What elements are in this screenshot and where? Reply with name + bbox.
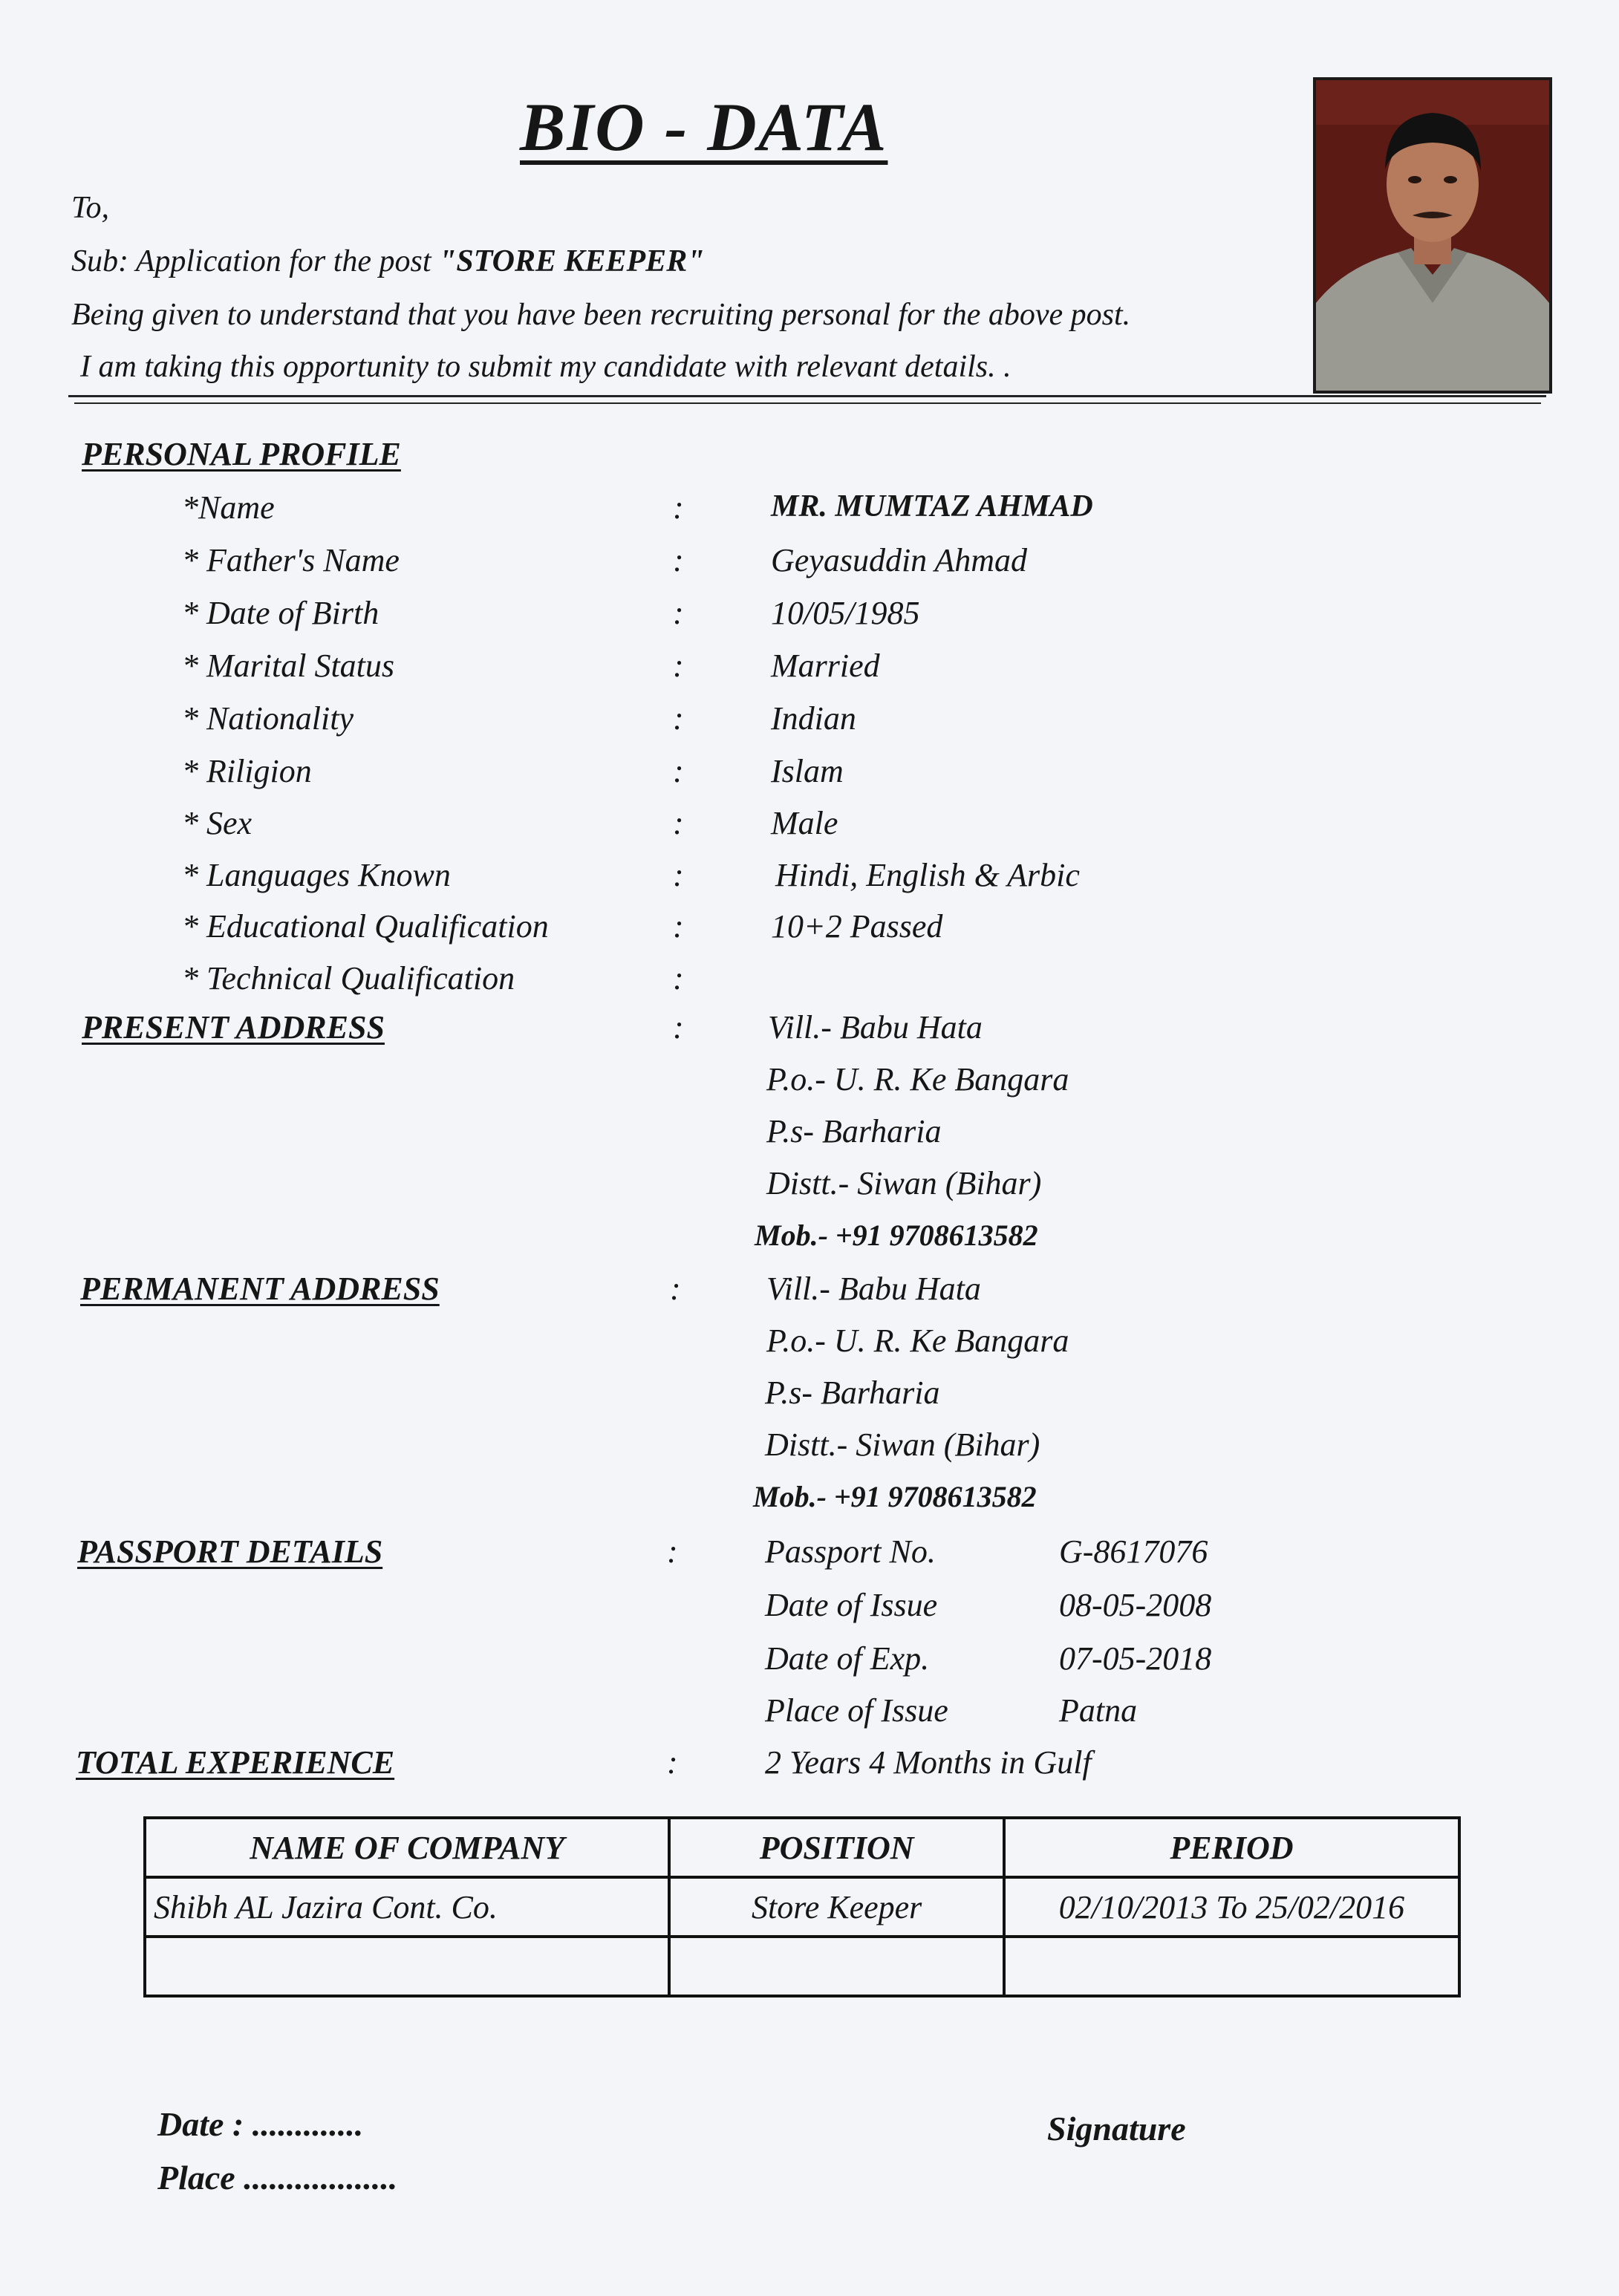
field-label-date-of-birth: * Date of Birth <box>182 595 379 631</box>
passport-issue-place-label: Place of Issue <box>765 1692 948 1729</box>
subject-line <box>71 244 705 279</box>
field-value-date-of-birth: 10/05/1985 <box>771 595 920 631</box>
field-separator: : <box>673 700 684 737</box>
field-separator: : <box>673 960 684 997</box>
permanent-address-line: P.o.- U. R. Ke Bangara <box>766 1323 1069 1359</box>
intro-paragraph-line-2: I am taking this opportunity to submit my candidate with relevant details. . <box>80 350 1012 384</box>
passport-issue-date-value: 08-05-2008 <box>1059 1587 1212 1623</box>
table-row <box>145 1937 1459 1996</box>
field-label-religion: * Riligion <box>182 753 312 789</box>
total-experience-value: 2 Years 4 Months in Gulf <box>765 1744 1092 1781</box>
field-value-nationality: Indian <box>771 700 856 737</box>
total-experience-heading: TOTAL EXPERIENCE <box>76 1744 395 1781</box>
table-cell-position: Store Keeper <box>669 1877 1004 1937</box>
field-label-marital-status: * Marital Status <box>182 648 395 684</box>
personal-profile-heading: PERSONAL PROFILE <box>82 436 401 472</box>
field-label-educational-qualification: * Educational Qualification <box>182 908 549 945</box>
field-value-educational-qualification: 10+2 Passed <box>771 908 943 945</box>
field-label-technical-qualification: * Technical Qualification <box>182 960 515 997</box>
table-header-period: PERIOD <box>1004 1818 1459 1877</box>
field-label-languages-known: * Languages Known <box>182 857 451 893</box>
experience-table <box>143 1816 1461 1997</box>
present-address-line: P.s- Barharia <box>766 1113 942 1149</box>
portrait-image <box>1316 80 1549 391</box>
salutation: To, <box>71 191 110 225</box>
passport-details-heading: PASSPORT DETAILS <box>77 1533 383 1570</box>
present-address-line: Distt.- Siwan (Bihar) <box>766 1165 1042 1201</box>
table-row <box>145 1877 1459 1937</box>
permanent-address-line: P.s- Barharia <box>765 1374 940 1411</box>
subject-post: "STORE KEEPER" <box>439 244 705 278</box>
field-value-fathers-name: Geyasuddin Ahmad <box>771 542 1028 578</box>
field-separator: : <box>667 1533 678 1570</box>
field-label-name: *Name <box>182 489 275 526</box>
permanent-address-heading: PERMANENT ADDRESS <box>80 1271 440 1307</box>
header-divider-secondary <box>74 402 1541 404</box>
field-separator: : <box>673 1009 684 1046</box>
field-separator: : <box>673 908 684 945</box>
field-value-sex: Male <box>771 805 838 841</box>
passport-number-label: Passport No. <box>765 1533 936 1570</box>
field-separator: : <box>673 648 684 684</box>
table-header-company: NAME OF COMPANY <box>145 1818 669 1877</box>
candidate-photo <box>1313 77 1552 394</box>
header-divider <box>68 395 1546 397</box>
field-value-languages-known: Hindi, English & Arbic <box>775 857 1080 893</box>
field-label-sex: * Sex <box>182 805 253 841</box>
table-header-position: POSITION <box>669 1818 1004 1877</box>
footer-place: Place .................. <box>157 2159 398 2196</box>
passport-issue-date-label: Date of Issue <box>765 1587 938 1623</box>
table-cell-company: Shibh AL Jazira Cont. Co. <box>145 1877 669 1937</box>
field-separator: : <box>667 1744 678 1781</box>
table-cell-position <box>669 1937 1004 1996</box>
present-address-mobile: Mob.- +91 9708613582 <box>755 1219 1038 1252</box>
field-separator: : <box>673 753 684 789</box>
field-label-nationality: * Nationality <box>182 700 354 737</box>
footer-signature: Signature <box>1047 2110 1186 2147</box>
field-separator: : <box>673 489 684 526</box>
passport-issue-place-value: Patna <box>1059 1692 1138 1729</box>
footer-date: Date : ............. <box>157 2105 364 2143</box>
field-value-religion: Islam <box>771 753 844 789</box>
passport-number-value: G-8617076 <box>1059 1533 1208 1570</box>
page-title: BIO - DATA <box>520 89 888 165</box>
experience-table-header-row <box>145 1818 1459 1877</box>
present-address-line: P.o.- U. R. Ke Bangara <box>766 1061 1069 1098</box>
permanent-address-line: Distt.- Siwan (Bihar) <box>765 1426 1040 1463</box>
subject-prefix: Sub: Application for the post <box>71 244 440 278</box>
permanent-address-line: Vill.- Babu Hata <box>766 1271 981 1307</box>
present-address-line: Vill.- Babu Hata <box>768 1009 983 1046</box>
field-separator: : <box>673 805 684 841</box>
field-label-fathers-name: * Father's Name <box>182 542 400 578</box>
table-cell-company <box>145 1937 669 1996</box>
field-value-marital-status: Married <box>771 648 880 684</box>
field-separator: : <box>673 857 684 893</box>
table-cell-period <box>1004 1937 1459 1996</box>
field-separator: : <box>673 542 684 578</box>
field-separator: : <box>670 1271 681 1307</box>
field-value-name: MR. MUMTAZ AHMAD <box>771 489 1093 524</box>
present-address-heading: PRESENT ADDRESS <box>82 1009 385 1046</box>
table-cell-period: 02/10/2013 To 25/02/2016 <box>1004 1877 1459 1937</box>
passport-expiry-date-value: 07-05-2018 <box>1059 1640 1212 1677</box>
intro-paragraph-line-1: Being given to understand that you have been recruiting personal for the above post. <box>71 298 1131 332</box>
field-separator: : <box>673 595 684 631</box>
passport-expiry-date-label: Date of Exp. <box>765 1640 930 1677</box>
permanent-address-mobile: Mob.- +91 9708613582 <box>753 1480 1037 1513</box>
